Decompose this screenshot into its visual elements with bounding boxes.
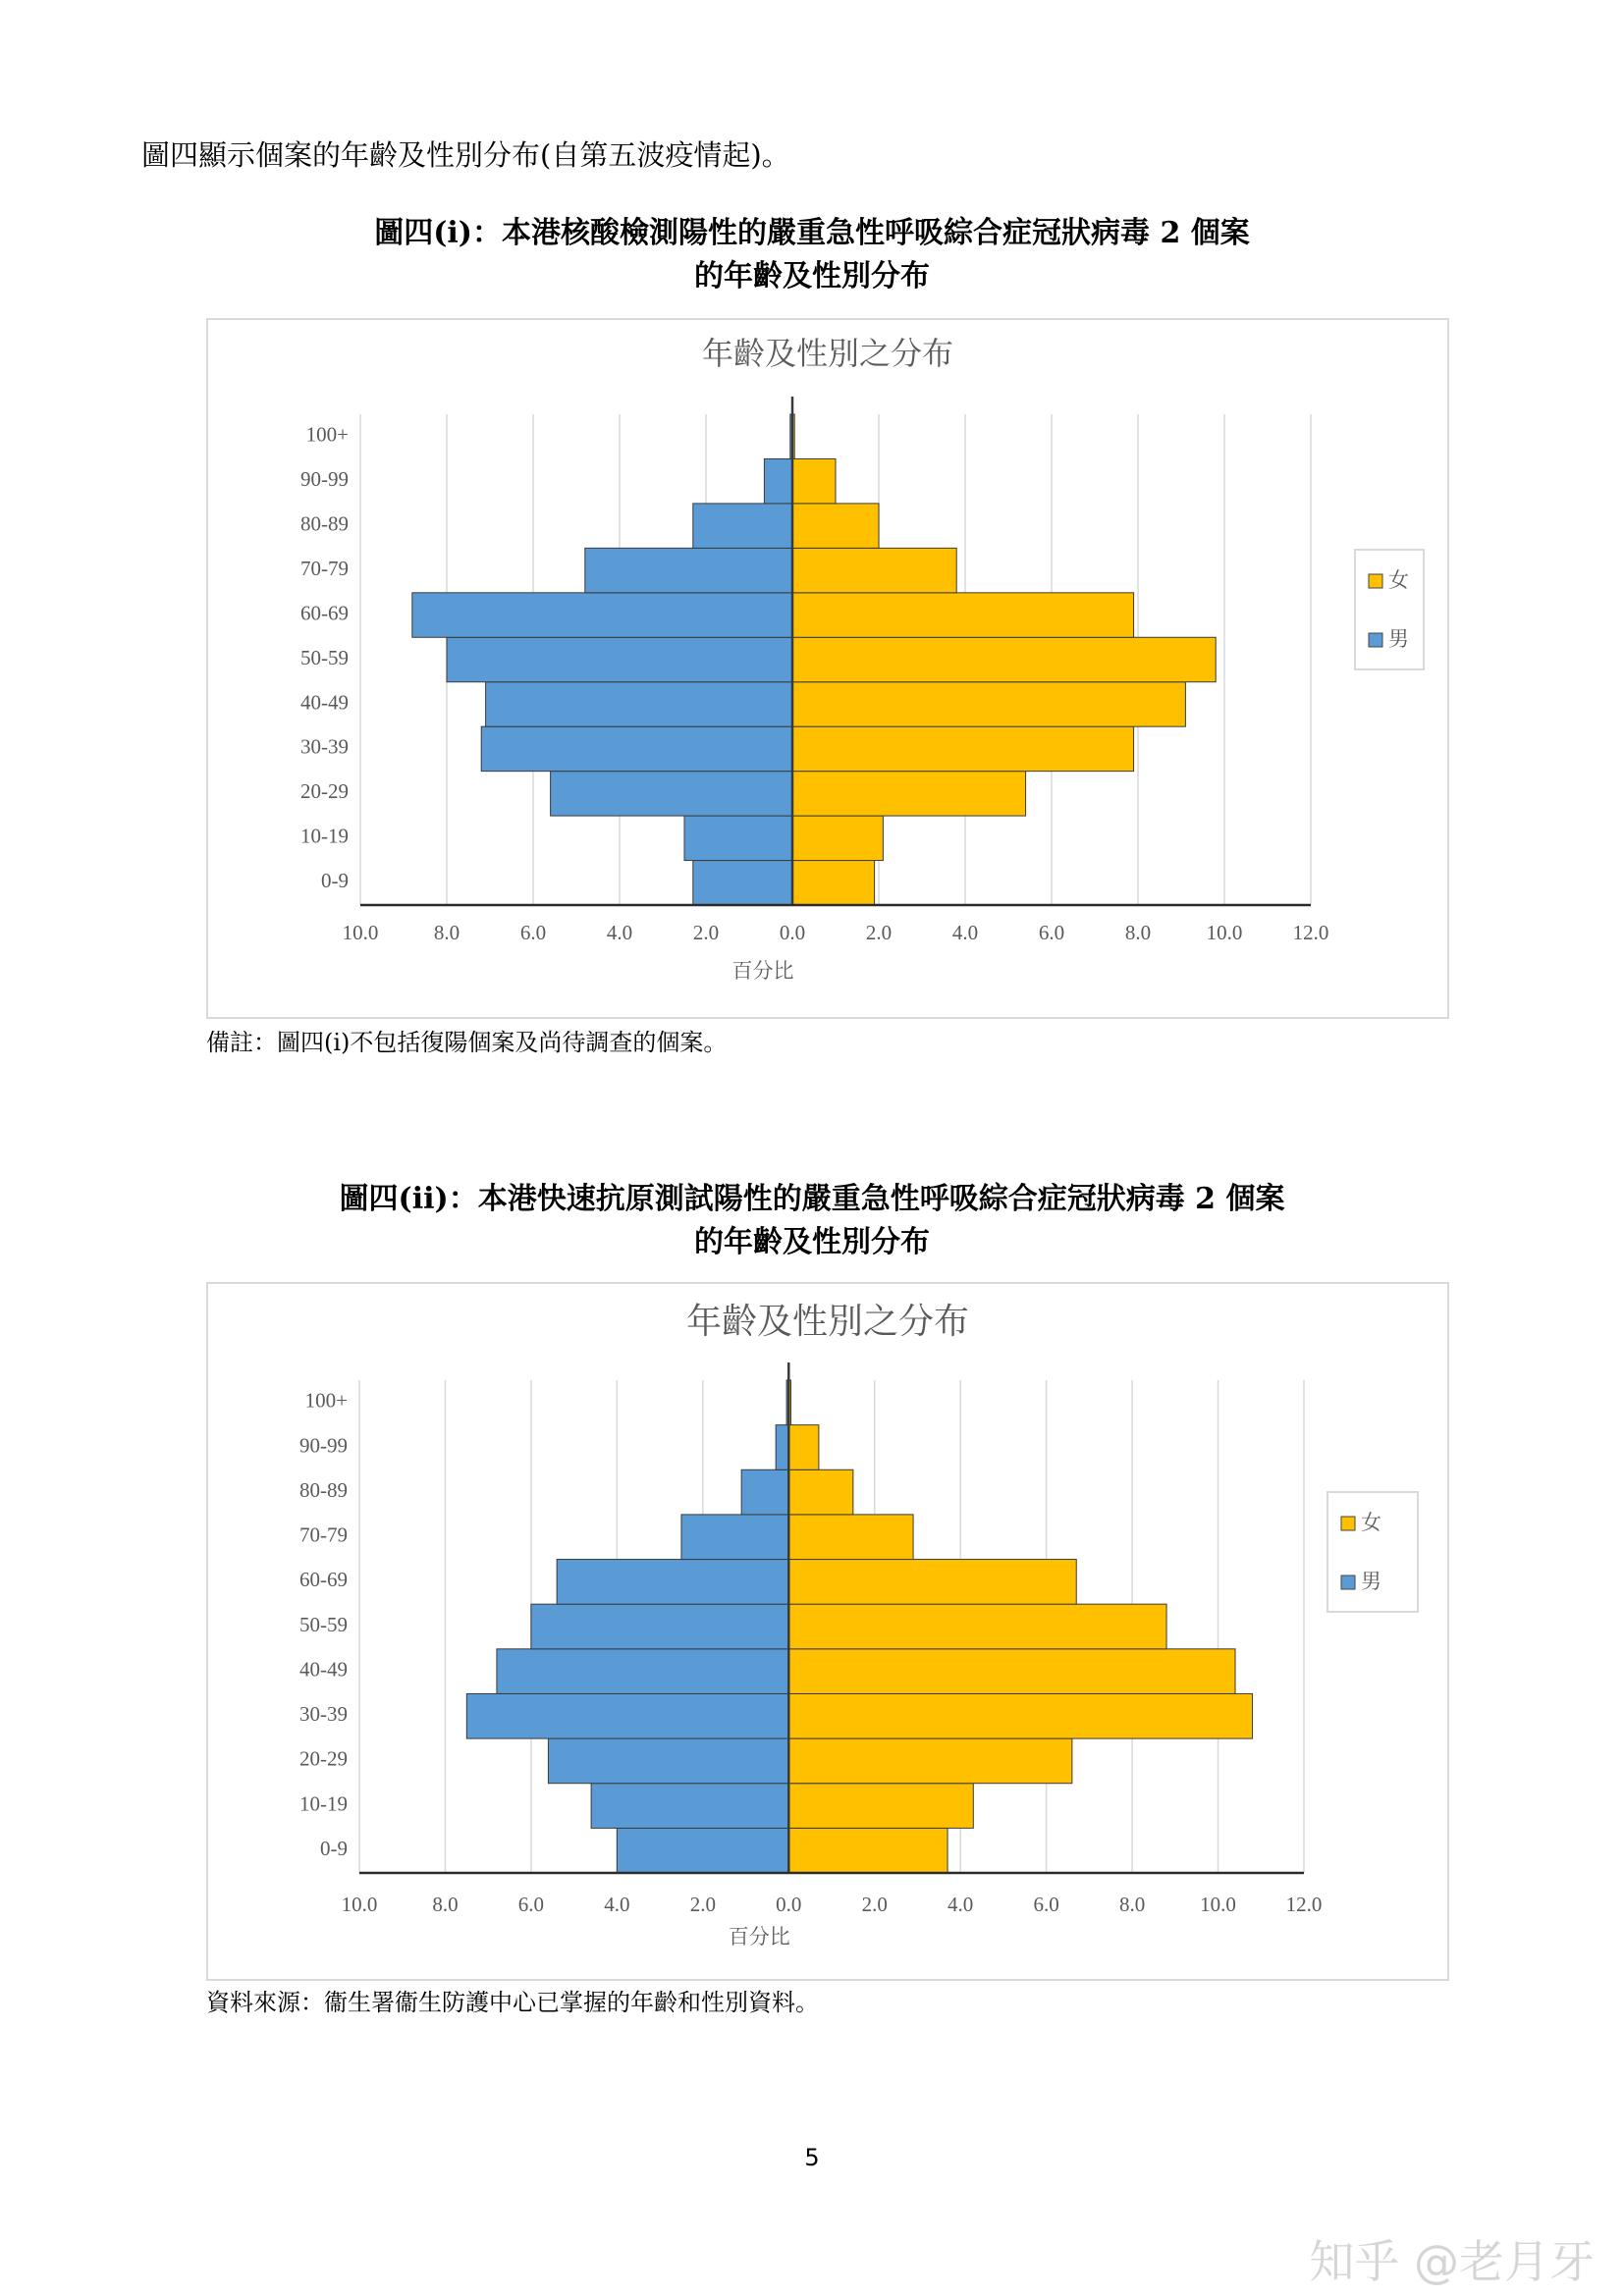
bar-male-50-59 (531, 1604, 788, 1649)
bar-female-80-89 (788, 1469, 853, 1515)
watermark: 知乎 @老月牙 (1309, 2235, 1595, 2288)
bar-female-70-79 (788, 1515, 913, 1560)
bar-female-50-59 (792, 637, 1216, 681)
bar-female-40-49 (788, 1649, 1235, 1694)
bar-male-10-19 (684, 816, 792, 860)
bar-male-90-99 (776, 1425, 788, 1470)
bar-male-60-69 (557, 1560, 788, 1605)
bar-female-80-89 (792, 504, 879, 548)
figure-1-title-line2: 的年齡及性別分布 (694, 259, 930, 294)
x-tick-label: 0.0 (779, 920, 806, 944)
bar-male-80-89 (741, 1469, 788, 1515)
x-tick-label: 10.0 (1200, 1892, 1236, 1916)
figure-2-title (0, 1178, 1624, 1264)
y-tick-label: 100+ (305, 422, 349, 447)
y-tick-label: 10-19 (299, 1791, 348, 1816)
legend (1355, 550, 1424, 669)
y-tick-label: 90-99 (300, 466, 349, 491)
figure-2-note: 資料來源：衞生署衞生防護中心已掌握的年齡和性別資料。 (206, 1989, 819, 2016)
bar-male-20-29 (551, 772, 792, 816)
legend (1327, 1492, 1418, 1612)
intro-text: 圖四顯示個案的年齡及性別分布(自第五波疫情起)。 (141, 138, 790, 172)
x-tick-label: 2.0 (865, 920, 893, 944)
bar-male-70-79 (681, 1515, 788, 1560)
y-tick-label: 0-9 (321, 869, 349, 893)
chart-2-svg (208, 1284, 1447, 1979)
bar-female-10-19 (792, 816, 883, 860)
legend-swatch-female (1341, 1517, 1355, 1530)
x-tick-label: 0.0 (776, 1892, 802, 1916)
x-axis-label: 百分比 (728, 1925, 790, 1949)
x-tick-label: 8.0 (1118, 1892, 1146, 1916)
x-tick-label: 12.0 (1292, 920, 1329, 944)
y-tick-label: 70-79 (299, 1522, 348, 1547)
x-axis-label: 百分比 (731, 959, 794, 983)
bar-female-70-79 (792, 548, 956, 592)
x-tick-label: 8.0 (433, 920, 460, 944)
y-tick-label: 80-89 (300, 511, 349, 536)
bar-female-10-19 (788, 1784, 973, 1829)
x-tick-label: 6.0 (1038, 920, 1065, 944)
x-tick-label: 10.0 (341, 1892, 378, 1916)
figure-2-title-line1: 圖四(ii)：本港快速抗原測試陽性的嚴重急性呼吸綜合症冠狀病毒 2 個案 (339, 1182, 1285, 1216)
bar-male-20-29 (548, 1738, 788, 1784)
legend-swatch-female (1369, 574, 1382, 588)
y-tick-label: 30-39 (300, 734, 349, 759)
bar-female-50-59 (788, 1604, 1166, 1649)
bar-male-10-19 (591, 1784, 788, 1829)
y-tick-label: 100+ (304, 1388, 348, 1413)
legend-label-female: 女 (1361, 1511, 1381, 1534)
figure-2-title-line2: 的年齡及性別分布 (694, 1225, 930, 1259)
y-tick-label: 90-99 (299, 1433, 348, 1458)
x-tick-label: 4.0 (947, 1892, 974, 1916)
bar-male-30-39 (481, 726, 792, 771)
x-tick-label: 10.0 (342, 920, 379, 944)
bar-male-50-59 (447, 637, 792, 681)
x-tick-label: 8.0 (1124, 920, 1152, 944)
legend-label-male: 男 (1388, 627, 1409, 651)
bar-female-60-69 (792, 593, 1134, 637)
y-tick-label: 70-79 (300, 556, 349, 580)
figure-1-note: 備註：圖四(i)不包括復陽個案及尚待調查的個案。 (206, 1029, 728, 1056)
y-tick-label: 0-9 (320, 1836, 348, 1860)
y-tick-label: 30-39 (299, 1702, 348, 1727)
y-tick-label: 10-19 (300, 824, 349, 848)
chart-title: 年齡及性別之分布 (685, 1302, 970, 1342)
legend-label-male: 男 (1361, 1570, 1381, 1593)
figure-1-title-line1: 圖四(i)：本港核酸檢測陽性的嚴重急性呼吸綜合症冠狀病毒 2 個案 (374, 216, 1250, 250)
x-tick-label: 6.0 (1033, 1892, 1059, 1916)
y-tick-label: 40-49 (299, 1657, 348, 1682)
bar-male-60-69 (412, 593, 792, 637)
bar-male-40-49 (486, 682, 792, 726)
legend-swatch-male (1369, 633, 1382, 647)
bar-female-60-69 (788, 1560, 1076, 1605)
bar-female-20-29 (788, 1738, 1072, 1784)
chart-1-svg (208, 320, 1447, 1017)
bar-female-0-9 (788, 1828, 947, 1873)
bar-male-80-89 (693, 504, 792, 548)
x-tick-label: 6.0 (517, 1892, 545, 1916)
bar-female-90-99 (792, 458, 836, 503)
bar-female-90-99 (788, 1425, 819, 1470)
x-tick-label: 2.0 (861, 1892, 888, 1916)
y-tick-label: 60-69 (299, 1568, 348, 1592)
chart-2-container (206, 1282, 1449, 1981)
bar-male-40-49 (497, 1649, 788, 1694)
bar-female-30-39 (788, 1693, 1252, 1738)
y-tick-label: 60-69 (300, 601, 349, 625)
bar-male-90-99 (764, 458, 792, 503)
y-tick-label: 40-49 (300, 690, 349, 715)
chart-1-container (206, 318, 1449, 1019)
y-tick-label: 80-89 (299, 1477, 348, 1502)
x-tick-label: 2.0 (689, 1892, 716, 1916)
x-tick-label: 4.0 (604, 1892, 630, 1916)
bar-female-0-9 (792, 861, 875, 905)
page-number: 5 (804, 2144, 820, 2171)
x-tick-label: 10.0 (1206, 920, 1243, 944)
y-tick-label: 50-59 (300, 645, 349, 669)
bar-male-0-9 (693, 861, 792, 905)
bar-female-40-49 (792, 682, 1185, 726)
bar-male-70-79 (585, 548, 792, 592)
y-tick-label: 20-29 (299, 1746, 348, 1771)
bar-female-20-29 (792, 772, 1026, 816)
y-tick-label: 50-59 (299, 1612, 348, 1636)
legend-label-female: 女 (1388, 568, 1409, 592)
bar-male-0-9 (617, 1828, 788, 1873)
x-tick-label: 8.0 (432, 1892, 459, 1916)
bar-female-30-39 (792, 726, 1134, 771)
bar-male-30-39 (466, 1693, 788, 1738)
legend-swatch-male (1341, 1575, 1355, 1589)
x-tick-label: 2.0 (692, 920, 720, 944)
figure-1-title (0, 212, 1624, 298)
y-tick-label: 20-29 (300, 779, 349, 804)
chart-title: 年齡及性別之分布 (701, 335, 954, 372)
x-tick-label: 12.0 (1285, 1892, 1323, 1916)
x-tick-label: 6.0 (519, 920, 547, 944)
x-tick-label: 4.0 (951, 920, 979, 944)
x-tick-label: 4.0 (606, 920, 633, 944)
